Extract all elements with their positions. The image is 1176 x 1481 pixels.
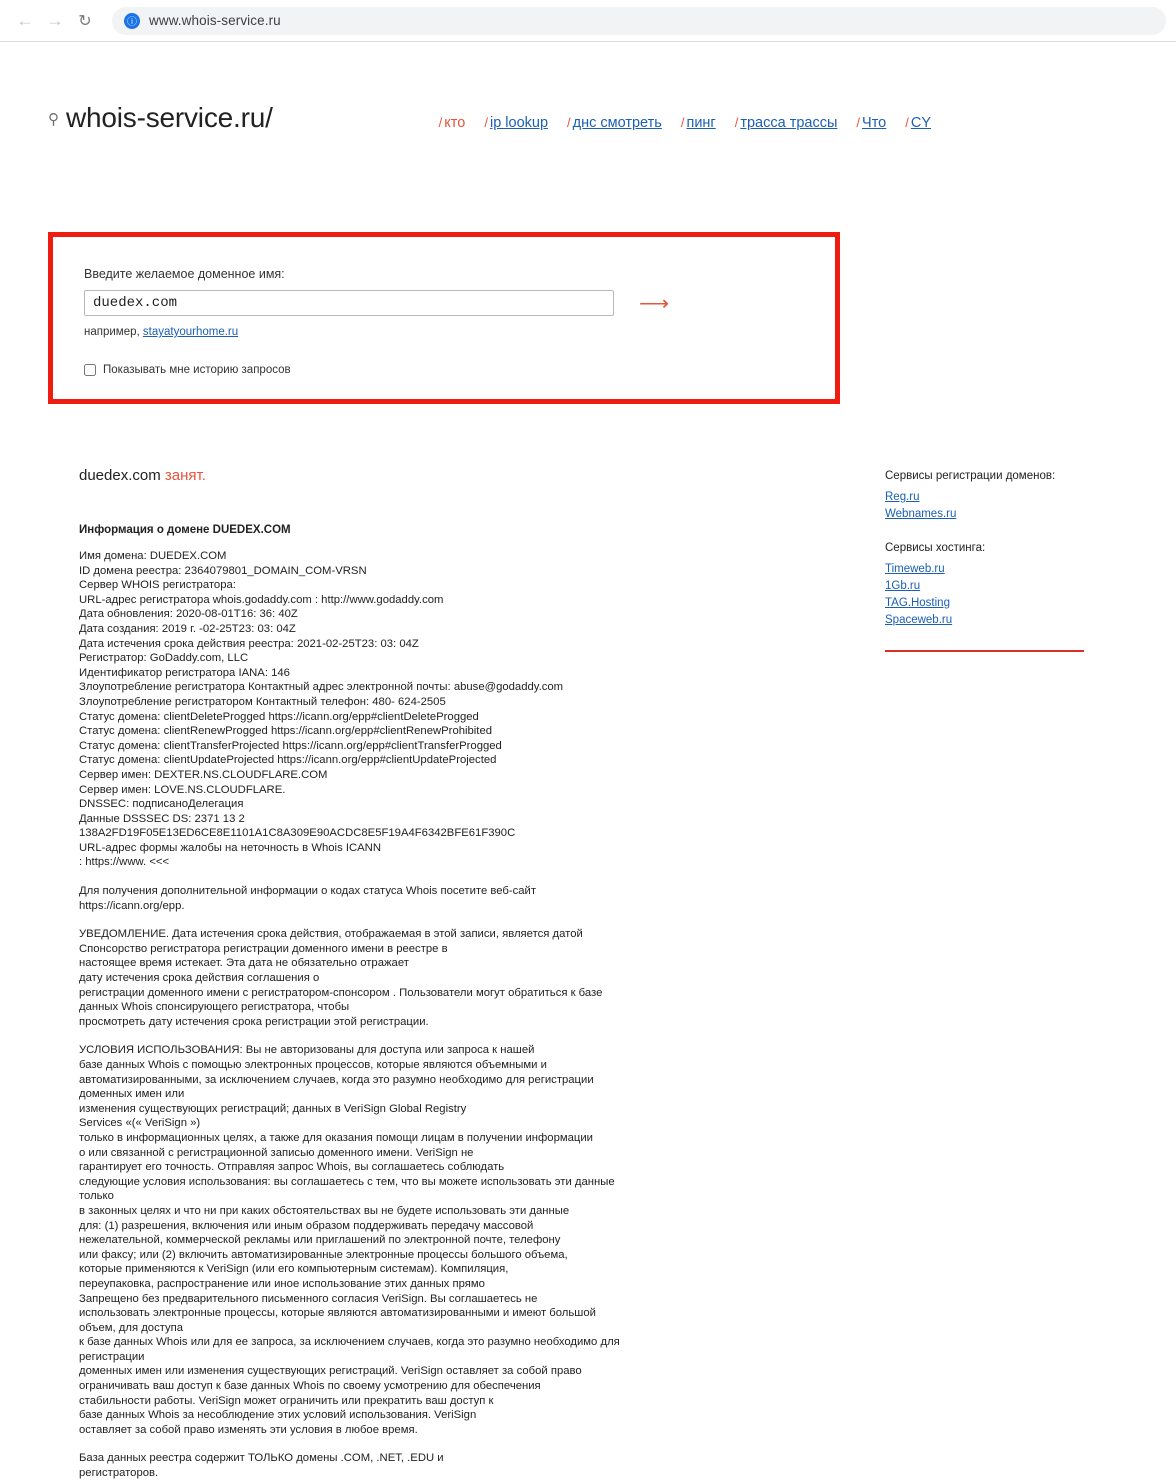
whois-line: доменных имен или изменения существующих регистраций. VeriSign оставляет за собой право xyxy=(79,1365,582,1378)
whois-section-title: Информация о домене DUEDEX.COM xyxy=(79,524,291,536)
whois-line: Статус домена: clientDeleteProgged https://icann.org/epp#clientDeleteProgged xyxy=(79,710,479,723)
nav-item-chto[interactable] xyxy=(856,115,886,131)
nav-slash: / xyxy=(905,115,909,130)
whois-line: автоматизированными, за исключением случаев, когда это разумно необходимо для регистрации xyxy=(79,1073,594,1086)
nav-label[interactable]: CY xyxy=(910,115,932,131)
history-checkbox[interactable] xyxy=(84,364,96,376)
whois-line: Сервер WHOIS регистратора: xyxy=(79,579,236,592)
nav-label[interactable]: трасса трассы xyxy=(740,115,838,131)
whois-line: доменных имен или xyxy=(79,1088,185,1101)
whois-line: дату истечения срока действия соглашения о xyxy=(79,972,320,985)
domain-search-panel xyxy=(48,232,840,404)
whois-line: нежелательной, коммерческой рекламы или приглашений по электронной почте, телефону xyxy=(79,1234,561,1247)
sidebar-link-tag-hosting[interactable]: TAG.Hosting xyxy=(885,597,950,609)
nav-slash: / xyxy=(734,115,739,130)
whois-line: только в информационных целях, а также для оказания помощи лицам в получении информации xyxy=(79,1131,593,1144)
whois-line: объем, для доступа xyxy=(79,1321,184,1334)
nav-slash: / xyxy=(567,115,571,130)
nav-item-trace[interactable] xyxy=(735,115,838,131)
sidebar-link-webnames-ru[interactable]: Webnames.ru xyxy=(885,508,957,520)
whois-line: Сервер имен: LOVE.NS.CLOUDFLARE. xyxy=(79,783,286,796)
whois-line: Для получения дополнительной информации о кодах статуса Whois посетите веб-сайт xyxy=(79,885,537,898)
whois-line: базе данных Whois за несоблюдение этих условий использования. VeriSign xyxy=(79,1409,477,1422)
nav-label[interactable]: ip lookup xyxy=(489,115,549,131)
nav-item-ip-lookup[interactable] xyxy=(484,115,548,131)
history-checkbox-label: Показывать мне историю запросов xyxy=(103,364,291,376)
whois-line: регистрации доменного имени с регистратором-спонсором . Пользователи могут обратиться к базе xyxy=(79,986,603,999)
whois-line: ограничивать ваш доступ к базе данных Whois по своему усмотрению для обеспечения xyxy=(79,1380,541,1393)
whois-line: Дата истечения срока действия реестра: 2021-02-25T23: 03: 04Z xyxy=(79,637,419,650)
whois-line: Идентификатор регистратора IANA: 146 xyxy=(79,666,290,679)
page-title: whois-service.ru/ xyxy=(66,102,273,133)
whois-line: о или связанной с регистрационной записью доменного имени. VeriSign не xyxy=(79,1146,474,1159)
sidebar-link-1gb-ru[interactable]: 1Gb.ru xyxy=(885,580,921,592)
whois-line: в законных целях и что ни при каких обстоятельствах вы не будете использовать эти данные xyxy=(79,1204,570,1217)
whois-line: стабильности работы. VeriSign может ограничить или прекратить ваш доступ к xyxy=(79,1394,494,1407)
whois-line: Злоупотребление регистратора Контактный адрес электронной почты: abuse@godaddy.com xyxy=(79,681,564,694)
spacer xyxy=(79,1029,679,1043)
address-bar-url: www.whois-service.ru xyxy=(149,13,281,28)
whois-line: Злоупотребление регистратором Контактный телефон: 480- 624-2505 xyxy=(79,695,446,708)
whois-line: Services «(« VeriSign ») xyxy=(79,1117,201,1130)
page-info-icon[interactable]: ⓘ xyxy=(124,13,140,29)
whois-line: регистраторов. xyxy=(79,1467,159,1480)
nav-slash: / xyxy=(484,115,488,130)
sidebar-heading-hosting: Сервисы хостинга: xyxy=(885,542,986,554)
whois-line: https://icann.org/epp. xyxy=(79,899,185,912)
nav-item-dns[interactable] xyxy=(567,115,662,131)
whois-line: Имя домена: DUEDEX.COM xyxy=(79,550,227,562)
whois-line: просмотреть дату истечения срока регистрации этой регистрации. xyxy=(79,1015,429,1028)
nav-label[interactable]: днс смотреть xyxy=(572,115,662,131)
spacer xyxy=(79,1437,679,1451)
whois-line: Данные DSSSEC DS: 2371 13 2 138A2FD19F05E13ED6CE8E1101A1C8A309E90ACDC8E5F19A4F6342BFE61F390C xyxy=(79,812,516,840)
whois-line: регистрации xyxy=(79,1350,145,1363)
result-status-line xyxy=(79,467,679,484)
whois-line: следующие условия использования: вы соглашаетесь с тем, что вы можете использовать эти данные xyxy=(79,1175,615,1188)
whois-line: гарантирует его точность. Отправляя запрос Whois, вы соглашаетесь соблюдать xyxy=(79,1161,505,1174)
whois-block-5 xyxy=(79,1451,679,1480)
whois-line: URL-адрес регистратора whois.godaddy.com : http://www.godaddy.com xyxy=(79,593,444,606)
whois-line: настоящее время истекает. Эта дата не обязательно отражает xyxy=(79,957,409,970)
whois-line: Статус домена: clientUpdateProjected https://icann.org/epp#clientUpdateProjected xyxy=(79,754,497,767)
sidebar-link-timeweb-ru[interactable]: Timeweb.ru xyxy=(885,563,945,575)
browser-toolbar xyxy=(0,0,1176,42)
whois-line: использовать электронные процессы, которые являются автоматизированными и имеют большой xyxy=(79,1307,596,1320)
domain-input-label: Введите желаемое доменное имя: xyxy=(84,267,285,281)
whois-line: Статус домена: clientTransferProjected https://icann.org/epp#clientTransferProgged xyxy=(79,739,502,752)
whois-line: оставляет за собой право изменять эти условия в любое время. xyxy=(79,1423,418,1436)
whois-block-2 xyxy=(79,884,679,913)
whois-line: Спонсорство регистратора регистрации доменного имени в реестре в xyxy=(79,942,448,955)
nav-label[interactable]: пинг xyxy=(686,115,716,131)
nav-label: кто xyxy=(444,115,466,131)
address-bar[interactable] xyxy=(112,7,1166,35)
whois-line: Сервер имен: DEXTER.NS.CLOUDFLARE.COM xyxy=(79,768,328,781)
whois-line: Регистратор: GoDaddy.com, LLC xyxy=(79,652,249,665)
example-hint xyxy=(84,326,835,338)
history-checkbox-row[interactable] xyxy=(84,364,835,376)
whois-line: которые применяются к VeriSign (или его компьютерным системам). Компиляция, xyxy=(79,1263,509,1276)
whois-line: УВЕДОМЛЕНИЕ. Дата истечения срока действия, отображаемая в этой записи, является датой xyxy=(79,928,583,941)
whois-line: Дата обновления: 2020-08-01T16: 36: 40Z xyxy=(79,608,298,621)
sidebar-link-reg-ru[interactable]: Reg.ru xyxy=(885,491,920,503)
page-content xyxy=(0,42,1176,1480)
whois-line: Запрещено без предварительного письменного согласия VeriSign. Вы соглашаетесь не xyxy=(79,1292,538,1305)
whois-results xyxy=(79,467,679,1481)
whois-line: данных Whois спонсирующего регистратора, чтобы xyxy=(79,1001,350,1014)
nav-label[interactable]: Что xyxy=(862,115,887,131)
sidebar xyxy=(885,470,1105,652)
whois-line: DNSSEC: подписаноДелегация xyxy=(79,798,244,811)
whois-block-4 xyxy=(79,1043,679,1437)
nav-slash: / xyxy=(680,115,685,130)
forward-arrow-icon[interactable]: → xyxy=(46,10,64,30)
search-glyph-icon: ⚲ xyxy=(48,111,59,128)
whois-line: к базе данных Whois или для ее запроса, за исключением случаев, когда это разумно необходимо для xyxy=(79,1336,620,1349)
whois-block-1 xyxy=(79,549,679,870)
search-input[interactable] xyxy=(84,290,614,316)
sidebar-link-spaceweb-ru[interactable]: Spaceweb.ru xyxy=(885,614,953,626)
top-navigation xyxy=(439,115,931,131)
example-hint-prefix: например, xyxy=(84,326,140,338)
whois-line: База данных реестра содержит ТОЛЬКО домены .COM, .NET, .EDU и xyxy=(79,1452,444,1465)
nav-slash: / xyxy=(438,115,443,130)
arrow-right-icon[interactable]: ⟶ xyxy=(639,291,670,315)
status-badge: занят. xyxy=(164,467,206,484)
result-domain: duedex.com xyxy=(79,467,161,484)
reload-icon[interactable]: ↻ xyxy=(78,12,92,30)
whois-line: : https://www. <<< xyxy=(79,856,170,869)
spacer xyxy=(79,913,679,927)
whois-line: Дата создания: 2019 г. -02-25T23: 03: 04Z xyxy=(79,622,296,635)
whois-line: ID домена реестра: 2364079801_DOMAIN_COM-VRSN xyxy=(79,564,367,577)
whois-block-3 xyxy=(79,927,679,1029)
whois-line: переупаковка, распространение или иное использование этих данных прямо xyxy=(79,1277,485,1290)
whois-line: для: (1) разрешения, включения или иным образом поддерживать передачу массовой xyxy=(79,1219,534,1232)
whois-line: базе данных Whois с помощью электронных процессов, которые являются объемными и xyxy=(79,1059,547,1071)
whois-record xyxy=(79,549,679,1481)
whois-line: изменения существующих регистраций; данных в VeriSign Global Registry xyxy=(79,1102,467,1115)
whois-line: УСЛОВИЯ ИСПОЛЬЗОВАНИЯ: Вы не авторизованы для доступа или запроса к нашей xyxy=(79,1044,535,1057)
whois-line: только xyxy=(79,1190,114,1203)
site-header xyxy=(0,42,1176,134)
sidebar-divider xyxy=(885,650,1084,652)
whois-line: или факсу; или (2) включить автоматизированные электронные процессы большого объема, xyxy=(79,1248,568,1261)
back-arrow-icon[interactable]: ← xyxy=(16,10,34,30)
whois-line: Статус домена: clientRenewProgged https://icann.org/epp#clientRenewProhibited xyxy=(79,725,493,738)
sidebar-heading-registrars: Сервисы регистрации доменов: xyxy=(885,470,1056,482)
nav-item-ping[interactable] xyxy=(681,115,716,131)
whois-line: URL-адрес формы жалобы на неточность в Whois ICANN xyxy=(79,841,381,854)
nav-item-kto[interactable] xyxy=(439,115,466,131)
nav-slash: / xyxy=(856,115,861,130)
example-domain-link[interactable]: stayatyourhome.ru xyxy=(142,326,239,338)
nav-item-cy[interactable] xyxy=(905,115,931,131)
spacer xyxy=(79,870,679,884)
